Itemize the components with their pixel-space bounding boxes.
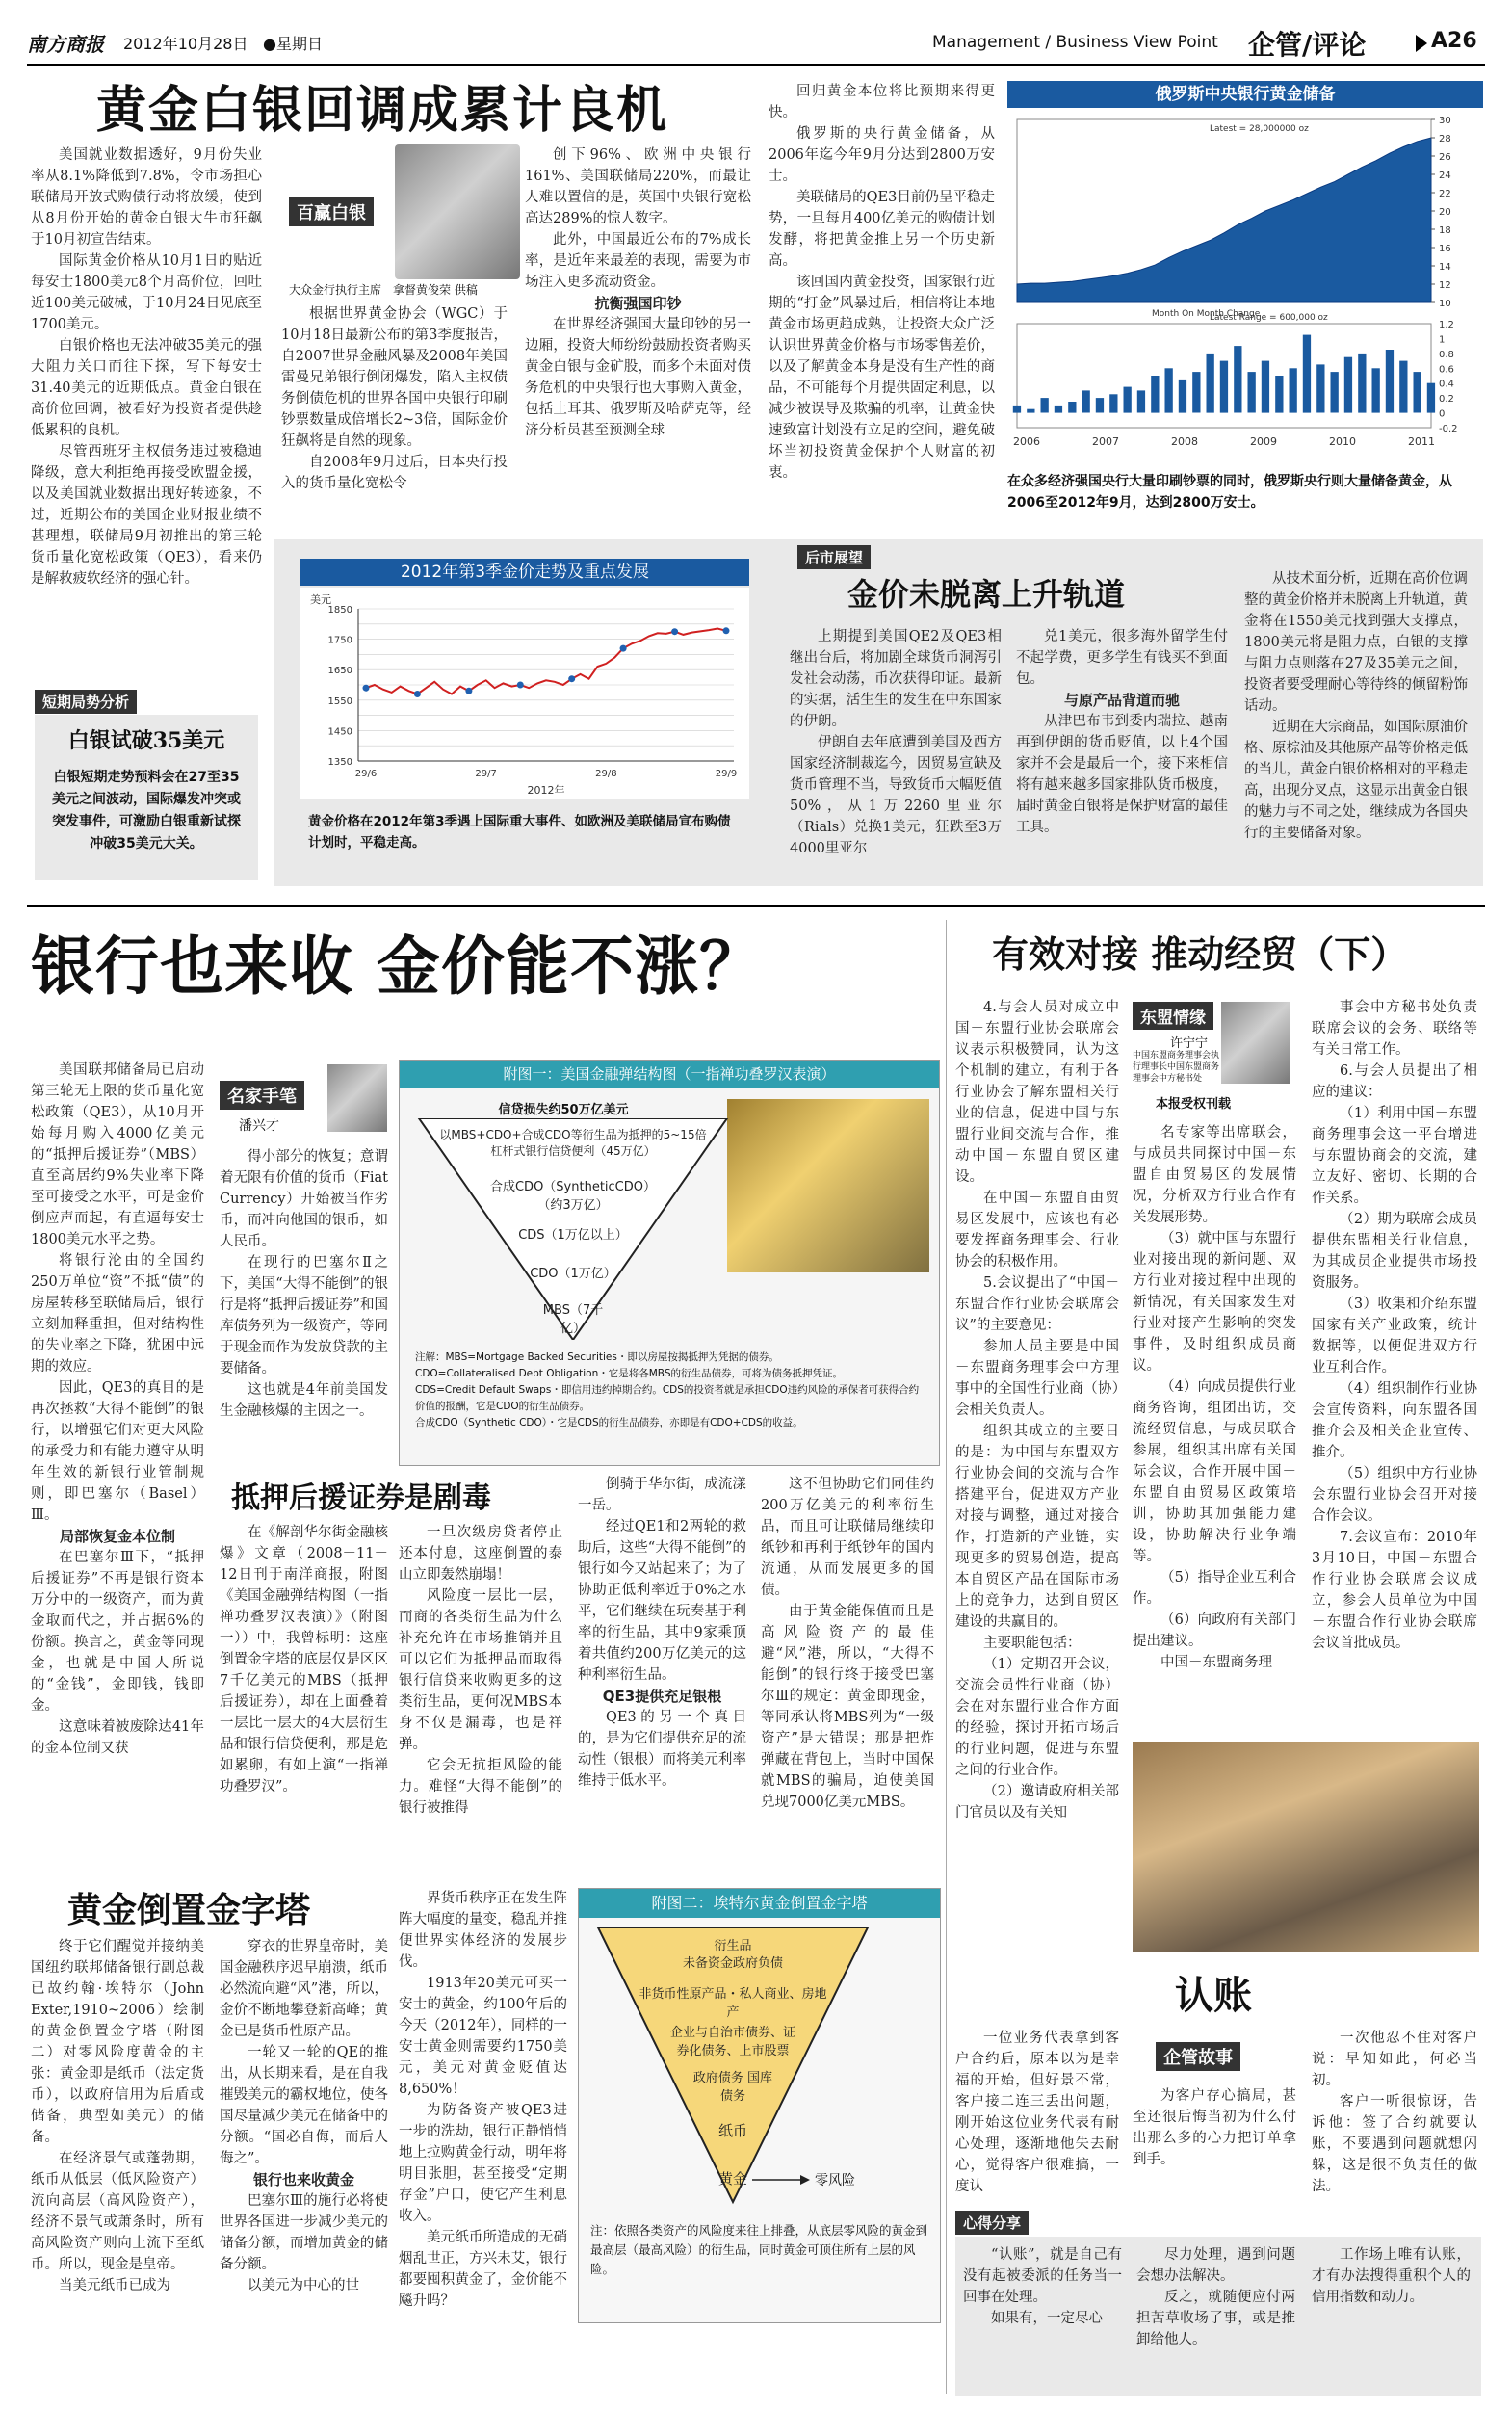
change-bar [1399, 361, 1407, 413]
tier-label: 纸币 [717, 2122, 747, 2139]
x-tick-label: 2006 [1013, 435, 1040, 448]
paragraph: 经过QE1和2两轮的救助后，这些“大得不能倒”的银行如今又站起来了；为了协助正低利率近于0%之水平，它们继续在玩奏基于利率的衍生品，其中9家乘顶着共值约200万亿美元的这种利率衍生品。 [578, 1519, 746, 1683]
top-y-tick-label: 10 [1439, 299, 1451, 309]
paragraph: 主要职能包括： [983, 1636, 1082, 1651]
paragraph: 美国联邦储备局已启动第三轮无上限的货币量化宽松政策（QE3），从10月开始每月购入4000亿美元的“抵押后援证券”（MBS）直至高居约9%失业率下降至可接受之水平，可是金价倒应声而起，有直逼每安士1800美元水平之势。 [31, 1062, 204, 1247]
note-line: CDS=Credit Default Swaps・即信用违约掉期合约。CDS的投资者就是承担CDO违约风险的承保者可获得合约价值的报酬，它是CDO的衍生品债券。 [415, 1384, 920, 1412]
article4-headline: 黄金倒置金字塔 [67, 1890, 311, 1930]
change-bar [1290, 368, 1297, 412]
change-bar [1386, 350, 1394, 413]
paragraph: 近期在大宗商品，如国际原油价格、原棕油及其他原产品等价格走低的当儿，黄金白银价格相对的平稳走高，出现分叉点，这显示出黄金白银的魅力与不同之处，继续成为各国央行的主要储备对象。 [1244, 720, 1468, 841]
top-y-tick-label: 14 [1439, 262, 1451, 273]
change-bar [1248, 372, 1256, 412]
tier-label: 未备资金政府负债 [682, 1956, 783, 1971]
paragraph: （1）利用中国－东盟商务理事会这一平台增进与东盟协商会的交流，建立友好、密切、长期的合作关系。 [1312, 1106, 1477, 1206]
event-marker [517, 682, 524, 689]
subheading: 银行也来收黄金 [252, 2171, 354, 2188]
section-chinese: 企管/评论 [1248, 29, 1367, 61]
x-axis-label: 2012年 [527, 784, 565, 797]
article1-headline: 黄金白银回调成累计良机 [96, 81, 669, 140]
y-tick-label: 1450 [327, 726, 352, 738]
paragraph: 这不但协助它们同佳约200万亿美元的利率衍生品，而且可让联储局继续印纸钞和再利于纸钞年的国内流通，从而发展更多的国债。 [761, 1477, 934, 1598]
change-bar [1220, 361, 1228, 413]
paragraph: 4.与会人员对成立中国－东盟行业协会联席会议表示积极赞同，认为这个机制的建立，有利于各行业协会了解东盟相关行业的信息，促进中国与东盟行业间交流与合作，推动中国－东盟自贸区建设。 [955, 1000, 1119, 1185]
story-tag: 企管故事 [1156, 2042, 1240, 2071]
share-col1 [963, 2244, 1122, 2329]
paragraph: （5）指导企业互利合作。 [1133, 1570, 1296, 1607]
bottom-y-tick-label: 0.4 [1439, 379, 1454, 390]
column-tag-mingjia: 名家手笔 [220, 1081, 304, 1110]
paragraph: 这意味着被废除达41年的金本位制又获 [31, 1719, 204, 1756]
x-tick-label: 2007 [1092, 435, 1119, 448]
paragraph: 6.与会人员提出了相应的建议： [1312, 1063, 1477, 1100]
paragraph: 伊朗自去年底遭到美国及西方国家经济制裁迄今，因贸易宣缺及货币管理不当，导致货币大幅贬值50%，从1万2260里亚尔（Rials）兑换1美元，狂跌至3万4000里亚尔 [790, 735, 1002, 856]
change-bar [1027, 409, 1034, 413]
tier-label: 黄金 [717, 2170, 747, 2188]
change-bar [1068, 402, 1076, 413]
top-y-tick-label: 18 [1439, 225, 1451, 236]
paragraph: 尽力处理，遇到问题会想办法解决。 [1136, 2247, 1295, 2284]
article2-col2 [1016, 626, 1228, 838]
event-marker [363, 685, 370, 692]
change-bar [1207, 354, 1214, 413]
article3b-col2 [399, 1522, 562, 1819]
q3-chart-title: 2012年第3季金价走势及重点发展 [300, 559, 749, 586]
gold-bars-photo [727, 1099, 929, 1272]
x-tick-label: 2011 [1408, 435, 1435, 448]
figure2-note: 注：依照各类资产的风险度来往上排叠，从底层零风险的黄金到最高层（最高风险）的衍生品，同时黄金可顶住所有上层的风险。 [590, 2223, 928, 2276]
top-y-tick-label: 30 [1439, 116, 1451, 126]
subheading: 局部恢复金本位制 [59, 1528, 175, 1545]
short-term-headline: 白银试破35美元 [67, 728, 225, 753]
paper-name: 南方商报 [27, 33, 104, 56]
change-bar [1137, 390, 1145, 412]
warehouse-photo [1133, 1742, 1479, 1952]
figure2-title: 附图二：埃特尔黄金倒置金字塔 [579, 1889, 940, 1918]
change-bar [1316, 364, 1324, 412]
paragraph: 根据世界黄金协会（WGC）于10月18日最新公布的第3季度报告，自2007世界金融风暴及2008年美国雷曼兄弟银行倒闭爆发，陷入主权债务倒债危机的世界各国中央银行印刷钞票数量成倍增长2~3倍，国际金价狂飙将是自然的现象。 [281, 306, 508, 449]
bottom-y-tick-label: 1 [1439, 334, 1446, 346]
paragraph: （4）组织制作行业协会宣传资料，向东盟各国推介会及相关企业宣传、推介。 [1312, 1381, 1477, 1460]
article6-col3 [1312, 2028, 1477, 2197]
author-photo-pan [327, 1064, 387, 1132]
bottom-y-tick-label: 0 [1439, 408, 1446, 420]
paragraph: 一旦次级房贷者停止还本付息，这座倒置的泰山立即轰然崩塌！ [399, 1525, 562, 1583]
event-marker [465, 688, 472, 694]
change-bar [1151, 376, 1159, 413]
tier-label: MBS（7千亿） [542, 1303, 604, 1336]
change-bar [1331, 372, 1339, 412]
arrow-head-icon [800, 2175, 810, 2185]
tier-label: CDO（1万亿） [530, 1267, 616, 1281]
weekday-text: 星期日 [275, 35, 323, 53]
change-bar [1372, 368, 1380, 412]
change-bar [1275, 376, 1283, 413]
article2-col1 [790, 626, 1002, 859]
y-axis-unit: 美元 [310, 593, 331, 606]
event-marker [620, 645, 627, 652]
q3-chart-caption: 黄金价格在2012年第3季遇上国际重大事件、如欧洲及美联储局宣布购债计划时，平稳走高。 [308, 814, 731, 851]
y-tick-label: 1550 [327, 695, 352, 707]
change-bar [1055, 406, 1062, 413]
share-tag: 心得分享 [955, 2211, 1029, 2235]
paragraph: 当美元纸币已成为 [59, 2278, 170, 2293]
x-tick-label: 2008 [1171, 435, 1198, 448]
column-tag: 百赢白银 [289, 197, 374, 226]
article6-headline: 认账 [1175, 1973, 1252, 2018]
article6-col2 [1133, 2085, 1296, 2170]
x-tick-label: 29/7 [475, 769, 497, 779]
paragraph: （3）收集和介绍东盟国家有关产业政策，统计数据等，以便促进双方行业互利合作。 [1312, 1297, 1477, 1376]
q3-chart-svg [300, 588, 749, 799]
paragraph: 在中国－东盟自由贸易区发展中，应该也有必要发挥商务理事会、行业协会的积极作用。 [955, 1191, 1119, 1270]
paragraph: 创下96%、欧洲中央银行161%、美国联储局220%，而最让人难以置信的是，英国中央银行宽松高达289%的惊人数字。 [525, 147, 751, 226]
change-bar [1358, 354, 1366, 413]
change-bar [1192, 372, 1200, 412]
paragraph: （6）向政府有关部门提出建议。 [1133, 1612, 1296, 1649]
tier-label: 衍生品 [714, 1939, 752, 1953]
author-caption: 大众金行执行主席 拿督黄俊荣 供稿 [289, 283, 478, 297]
article2-col3 [1244, 568, 1468, 844]
tier-label: CDS（1万亿以上） [518, 1228, 628, 1243]
article3b-col3 [578, 1474, 746, 1792]
paragraph: 此外，中国最近公布的7%成长率，是近年来最差的表现，需要为市场注入更多流动资金。 [525, 232, 751, 290]
change-bar [1262, 361, 1269, 413]
article5-col2 [1133, 1122, 1296, 1673]
paragraph: 参加人员主要是中国－东盟商务理事会中方理事中的全国性行业商（协）会相关负责人。 [955, 1339, 1119, 1418]
article1-col2 [281, 303, 508, 494]
mid-label: Month On Month Change [1152, 309, 1261, 319]
paragraph: 界货币秩序正在发生阵阵大幅度的量变，稳乱并推便世界实体经济的发展步伐。 [399, 1891, 567, 1970]
change-bar [1109, 394, 1117, 412]
note-line: 注解：MBS=Mortgage Backed Securities・即以房屋按揭抵押为凭据的债券。 [415, 1351, 779, 1363]
short-term-tag: 短期局势分析 [35, 690, 137, 714]
paragraph: 回归黄金本位将比预期来得更快。 [769, 84, 995, 120]
change-bar [1041, 398, 1049, 412]
chart-caption: 在众多经济强国央行大量印刷钞票的同时，俄罗斯央行则大量储备黄金，从2006至2012年9月，达到2800万安士。 [1007, 474, 1452, 511]
paragraph: 将银行沦由的全国约250万单位“资”不抵“债”的房屋转移至联储局后，银行立刻加释重担，但对结构性的失业率之下降，犹困中远期的效应。 [31, 1253, 204, 1375]
x-tick-label: 29/6 [354, 769, 378, 779]
bottom-y-tick-label: 0.8 [1439, 349, 1454, 360]
section-english: Management / Business View Point [932, 33, 1218, 52]
article3-col2 [220, 1146, 388, 1422]
paragraph: （5）组织中方行业协会东盟行业协会召开对接合作会议。 [1312, 1466, 1477, 1524]
paragraph: 在经济景气或蓬勃期，纸币从低层（低风险资产）流向高层（高风险资产），经济不景气或萧条时，所有高风险资产则向上流下至纸币。所以，现金是皇帝。 [31, 2151, 204, 2272]
change-bar [1414, 372, 1421, 412]
change-bar [1234, 346, 1241, 412]
zero-risk-label: 零风险 [815, 2173, 855, 2188]
paragraph: 得小部分的恢复；意谓着无限有价值的货币（Fiat Currency）开始被当作劣币，而冲向他国的银币，如人民币。 [220, 1149, 388, 1249]
x-tick-label: 29/8 [595, 769, 617, 779]
q3-gold-chart [289, 559, 761, 877]
paragraph: 事会中方秘书处负责联席会议的会务、联络等有关日常工作。 [1312, 1000, 1477, 1058]
article5-col3 [1312, 997, 1477, 1654]
article5-col1 [955, 997, 1119, 1823]
paragraph: 为防备资产被QE3进一步的洗劫，银行正静悄悄地上拉购黄金行动，明年将明目张胆，甚至接受“定期存金”户口，使它产生利息收入。 [399, 2103, 567, 2224]
figure1-box [399, 1060, 940, 1466]
paragraph: “认账”，就是自己有没有起被委派的任务当一回事在处理。 [963, 2247, 1122, 2305]
author-bio: 中国东盟商务理事会执行理事长中国东盟商务理事会中方秘书处 [1133, 1051, 1220, 1084]
page-number: A26 [1431, 29, 1477, 53]
paragraph: （2）邀请政府相关部门官员以及有关知 [955, 1784, 1119, 1821]
paragraph: 一次他忍不住对客户说：早知如此，何必当初。 [1312, 2031, 1477, 2088]
paragraph: 终于它们醒觉并接纳美国纽约联邦储备银行副总裁已故约翰·埃特尔（John Exter,1910~2006）绘制的黄金倒置金字塔（附图二）对零风险度黄金的主张：黄金即是纸币（法定货币），以政府信用为后盾或储备，典型如美元）的储备。 [31, 1939, 204, 2145]
change-bar [1096, 398, 1104, 412]
article3b-col1 [220, 1522, 388, 1797]
y-tick-label: 1750 [327, 635, 352, 646]
chart-title: 俄罗斯中央银行黄金储备 [1007, 81, 1483, 108]
paragraph: 在现行的巴塞尔Ⅱ之下，美国“大得不能倒”的银行是将“抵押后援证券”和国库债务列为一级资产，等同于现金而作为发放贷款的主要储备。 [220, 1255, 388, 1376]
paragraph: 美联储局的QE3目前仍呈平稳走势，一旦每月400亿美元的购债计划发酵，将把黄金推上另一个历史新高。 [769, 190, 995, 269]
gold-price-line [366, 629, 726, 694]
article4-col3 [399, 1888, 567, 2312]
paragraph: （1）定期召开会议，交流会员性行业商（协）会在对东盟行业合作方面的经验，探讨开拓市场后的行业问题，促进与东盟之间的行业合作。 [955, 1657, 1119, 1778]
y-tick-label: 1650 [327, 666, 352, 677]
event-marker [414, 691, 421, 697]
bottom-y-tick-label: 1.2 [1439, 320, 1454, 330]
paragraph: 1913年20美元可买一安士的黄金，约100年后的今天（2012年），同样的一安士黄金则需要约1750美元，美元对黄金贬值达8,650%！ [399, 1976, 567, 2097]
note-line: CDO=Collateralised Debt Obligation・它是将各MBS的衍生品债券，可将为债务抵押凭证。 [415, 1368, 843, 1379]
top-y-tick-label: 22 [1439, 189, 1451, 199]
paragraph: 因此，QE3的真目的是再次拯救“大得不能倒”的银行，以增强它们对更大风险的承受力和有能力遵守从明年生效的新银行业管制规则，即巴塞尔（Basel）Ⅲ。 [31, 1380, 204, 1523]
paragraph: （3）就中国与东盟行业对接出现的新问题、双方行业对接过程中出现的新情况，有关国家发生对行业对接产生影响的突发事件，及时组织成员商议。 [1133, 1231, 1296, 1374]
paragraph: 从津巴布韦到委内瑞拉、越南再到伊朗的货币贬值，以上4个国家并不会是最后一个，接下来相信将有越来越多国家排队货币极度，届时黄金白银将是保护财富的最佳工具。 [1016, 714, 1228, 835]
paragraph: 尽管西班牙主权债务违过被稳迪降级，意大利拒绝再接受欧盟金援，以及美国就业数据出现好转迹象，不过，近期公布的美国企业财报业绩不甚理想，联储局9月初推出的第三轮货币量化宽松政策（QE3），看来仍是解救疲软经济的强心针。 [31, 444, 262, 587]
top-y-tick-label: 24 [1439, 170, 1451, 181]
top-y-tick-label: 12 [1439, 280, 1451, 291]
share-col3 [1312, 2244, 1471, 2308]
article1-col4 [769, 81, 995, 484]
paragraph: 如果有，一定尽心 [991, 2311, 1103, 2326]
paragraph: 7.会议宣布：2010年3月10日，中国－东盟合作行业协会联席会议成立，参会人员单位为中国－东盟合作行业协会联席会议首批成员。 [1312, 1530, 1477, 1651]
event-marker [723, 627, 730, 634]
reprint-note: 本报受权刊载 [1156, 1097, 1232, 1112]
author-name: 潘兴才 [239, 1118, 279, 1134]
paragraph: 国际黄金价格从10月1日的贴近每安士1800美元8个月高价位，回吐近100美元破械，于10月24日见底至1700美元。 [31, 253, 262, 332]
paragraph: （2）期为联席会成员提供东盟相关行业信息，为其成员企业提供市场投资服务。 [1312, 1212, 1477, 1291]
paragraph: 名专家等出席联会，与成员共同探讨中国－东盟自由贸易区的发展情况，分析双方行业合作有关发展形势。 [1133, 1125, 1296, 1225]
paragraph: 美元纸币所造成的无硝烟乱世正，方兴未艾，银行都要囤积黄金了，金价能不飚升吗？ [399, 2230, 567, 2309]
paragraph: 自2008年9月过后，日本央行投入的货币量化宽松令 [281, 455, 508, 491]
paragraph: 白银价格也无法冲破35美元的强大阻力关口而往下探，写下每安士31.40美元的近期低点。黄金白银在高价位回调，被看好为投资者提供趁低累积的良机。 [31, 338, 262, 438]
article4-col2 [220, 1936, 388, 2296]
paragraph: 它会无抗拒风险的能力。难怪“大得不能倒”的银行被推得 [399, 1758, 562, 1816]
paragraph: 客户一听很惊讶，告诉他：签了合约就要认账，不要遇到问题就想闪躲，这是很不负责任的做法。 [1312, 2094, 1477, 2194]
event-marker [568, 675, 575, 682]
column-tag-asean: 东盟情缘 [1133, 1002, 1213, 1030]
change-bar [1124, 387, 1132, 413]
mid-rule [27, 905, 1485, 907]
author-photo [395, 144, 520, 279]
bottom-y-tick-label: 0.2 [1439, 394, 1454, 406]
paragraph: 这也就是4年前美国发生金融核爆的主因之一。 [220, 1382, 388, 1419]
paragraph: 倒骑于华尔街，成流漾一岳。 [578, 1477, 746, 1513]
russia-reserve-chart [1007, 81, 1483, 534]
bottom-y-tick-label: -0.2 [1439, 424, 1458, 434]
article4-col1 [31, 1936, 204, 2296]
bottom-panel-label: Latest Range = 600,000 oz [1210, 313, 1328, 323]
tier-label: 合成CDO（SyntheticCDO）（约3万亿） [489, 1180, 656, 1213]
paragraph: 俄罗斯的央行黄金储备，从2006年迄今年9月分达到2800万安士。 [769, 126, 995, 184]
author-photo-xu [1221, 1002, 1290, 1084]
russia-chart-svg [1007, 110, 1483, 466]
x-tick-label: 29/9 [715, 769, 738, 779]
paragraph: 在巴塞尔Ⅲ下，“抵押后援证券”不再是银行资本万分中的一级资产，而为黄金取而代之，并占据6%的份额。换言之，黄金等同现金，也就是中国人所说的“金钱”，金即钱，钱即金。 [31, 1550, 204, 1714]
paragraph: 由于黄金能保值而且是高风险资产的最佳避“风”港，所以，“大得不能倒”的银行终于接受巴塞尔Ⅲ的规定：黄金即现金，等同承认将MBS列为“一级资产”是大错误；那是把炸弹藏在背包上，当时中国保就MBS的骗局，迫使美国兑现7000亿美元MBS。 [761, 1604, 934, 1810]
weekday: ●星期日 [263, 35, 323, 53]
article5-headline: 有效对接 推动经贸（下） [992, 932, 1408, 976]
paragraph: 在《解剖华尔街金融核爆》文章（2008－11－12日刊于南洋商报，附图《美国金融弹结构图（一指禅功叠罗汉表演）》（附图一））中，我曾标明：这座倒置金字塔的底层仅是区区7千亿美元的MBS（抵押后援证券），却在上面叠着一层比一层大的4大层衍生品和银行信贷便利，那是危如累卵，有如上演“一指禅功叠罗汉”。 [220, 1525, 388, 1795]
change-bar [1344, 357, 1352, 413]
paragraph: 5.会议提出了“中国－东盟合作行业协会联席会议”的主要意见： [955, 1275, 1119, 1333]
paragraph: （4）向成员提供行业商务咨询，组团出访，交流经贸信息，与成员联合参展，组织其出席有关国际会议，合作开展中国－东盟自由贸易区政策培训，协助其加强能力建设，协助解决行业争端等。 [1133, 1379, 1296, 1564]
subheading: 与原产品背道而驰 [1063, 692, 1180, 709]
paragraph: 以美元为中心的世 [248, 2278, 359, 2293]
y-tick-label: 1350 [327, 757, 352, 768]
paragraph: 一位业务代表拿到客户合约后，原本以为是幸福的开始，但好景不常，客户接二连三丢出问题，刚开始这位业务代表有耐心处理，逐渐地他失去耐心，觉得客户很难搞，一度认 [955, 2031, 1119, 2194]
article2-headline: 金价未脱离上升轨道 [847, 576, 1126, 613]
column-divider [946, 920, 947, 2394]
subheading: 抗衡强国印钞 [594, 295, 682, 312]
change-bar [1082, 390, 1090, 412]
paragraph: 一轮又一轮的QE的推出，从长期来看，是在自我摧毁美元的霸权地位，使各国尽量减少美元在储备中的分额。“国必自侮，而后人侮之”。 [220, 2045, 388, 2166]
paragraph: 美国就业数据透好，9月份失业率从8.1%降低到7.8%，令市场担心联储局开放式购债行动将放缓，使到从8月份开始的黄金白银大牛市狂飙于10月初宣告结束。 [31, 147, 262, 248]
article3b-col4 [761, 1474, 934, 1813]
figure1-title: 附图一：美国金融弹结构图（一指禅功叠罗汉表演） [400, 1061, 939, 1088]
page-arrow-icon [1416, 35, 1427, 52]
tier-label: 非货币性原产品・私人商业、房地产 [639, 1987, 827, 2020]
paragraph: 巴塞尔Ⅲ的施行必将使世界各国进一步减少美元的储备分额，而增加黄金的储备分额。 [220, 2193, 388, 2272]
author-name: 许宁宁 [1170, 1036, 1209, 1051]
article3-headline: 银行也来收 金价能不涨？ [31, 929, 764, 1004]
subheading: QE3提供充足银根 [602, 1688, 722, 1705]
change-bar [1013, 406, 1021, 413]
change-bar [1303, 335, 1311, 413]
paragraph: 反之，就随便应付两担苦草收场了事，或是推卸给他人。 [1136, 2290, 1295, 2347]
event-marker [671, 628, 678, 635]
paragraph: 上期提到美国QE2及QE3相继出台后，将加剧全球货币洞泻引发社会动荡，币次获得印证。最新的实据，活生生的发生在中东国家的伊朗。 [790, 629, 1002, 729]
short-term-body: 白银短期走势预料会在27至35美元之间波动，国际爆发冲突或突发事件，可激励白银重新试探冲破35美元大关。 [52, 770, 241, 852]
paragraph: 为客户存心搞局，甚至还很后悔当初为什么付出那么多的心力把订单拿到手。 [1133, 2088, 1296, 2167]
article6-col1 [955, 2028, 1119, 2197]
top-panel-label: Latest = 28,000000 oz [1210, 124, 1309, 134]
change-bar [1427, 383, 1435, 413]
bottom-y-tick-label: 0.6 [1439, 364, 1454, 376]
outlook-tag: 后市展望 [797, 545, 871, 569]
article1-col1 [31, 144, 262, 590]
x-tick-label: 2009 [1250, 435, 1277, 448]
article1-col3 [525, 144, 751, 441]
figure1-notes [415, 1350, 925, 1431]
article3b-headline: 抵押后援证券是剧毒 [231, 1481, 491, 1515]
paragraph: 该回国内黄金投资，国家银行近期的“打金”风暴过后，相信将让本地黄金市场更趋成熟，让投资大众广泛认识世界黄金价格与市场零售差价，以及了解黄金本身是没有生产性的商品，不可能每个月提供固定利息，以减少被误导及欺骗的机率，让黄金快速致富计划没有立足的空间，避免破坏当初投资黄金保护个人财富的初衷。 [769, 275, 995, 481]
figure2-box [578, 1888, 941, 2323]
figure1-top-label: 信贷损失约50万亿美元 [498, 1103, 629, 1117]
paragraph: QE3的另一个真目的，是为它们提供充足的流动性（银根）而将美元利率维持于低水平。 [578, 1710, 746, 1789]
paragraph: 兑1美元，很多海外留学生付不起学费，更多学生有钱买不到面包。 [1016, 629, 1228, 687]
tier-label: 以MBS+CDO+合成CDO等衍生品为抵押的5~15倍杠杆式银行信贷便利（45万亿） [439, 1128, 707, 1158]
article3-col1 [31, 1060, 204, 1759]
top-y-tick-label: 20 [1439, 207, 1451, 218]
paragraph: 工作场上唯有认账，才有办法搜得重积个人的信用指数和动力。 [1312, 2247, 1471, 2305]
masthead-bar [27, 21, 1485, 62]
paragraph: 在世界经济强国大量印钞的另一边厢，投资大师纷纷鼓励投资者购买黄金白银与金矿股，而多个未面对债务危机的中央银行也大事购入黄金，包括土耳其、俄罗斯及哈萨克等，经济分析员甚至预测全球 [525, 317, 751, 438]
top-y-tick-label: 26 [1439, 152, 1451, 163]
share-col2 [1136, 2244, 1295, 2350]
tier-label: 企业与自治市债券、证券化债务、上市股票 [670, 2026, 796, 2058]
y-tick-label: 1850 [327, 605, 352, 616]
top-y-tick-label: 28 [1439, 134, 1451, 144]
paragraph: 穿衣的世界皇帝时，美国金融秩序迟早崩溃，纸币必然流向避“风”港，所以，金价不断地攀登新高峰；黄金已是货币性原产品。 [220, 1939, 388, 2039]
x-tick-label: 2010 [1329, 435, 1356, 448]
change-bar [1179, 380, 1186, 413]
paragraph: 组织其成立的主要目的是：为中国与东盟双方行业协会间的交流与合作搭建平台，促进双方产业对接与调整，通过对接合作，打造新的产业链，实现更多的贸易创造，提高本自贸区产品在国际市场上的竞争力，达到自贸区建设的共赢目的。 [955, 1424, 1119, 1630]
header-rule [27, 64, 1485, 66]
change-bar [1165, 368, 1173, 412]
paragraph: 从技术面分析，近期在高价位调整的黄金价格并未脱离上升轨道，黄金将在1550美元找到强大支撑点，1800美元将是阻力点，白银的支撑与阻力点则落在27及35美元之间，投资者要受理耐心等待终的倾留粉饰话动。 [1244, 571, 1468, 714]
paragraph: 中国－东盟商务理 [1160, 1655, 1272, 1670]
issue-date: 2012年10月28日 [123, 35, 248, 53]
note-line: 合成CDO（Synthetic CDO）・它是CDS的衍生品债券，亦即是有CDO+CDS的收益。 [415, 1417, 803, 1428]
tier-label: 政府债务 国库债务 [692, 2071, 773, 2104]
paragraph: 风险度一层比一层，而商的各类衍生品为什么补充允许在市场推销并且可以它们为抵押品而取得银行信贷来收购更多的这类衍生品，更何况MBS本身不仅是漏毒，也是祥弹。 [399, 1588, 562, 1752]
top-y-tick-label: 16 [1439, 244, 1451, 254]
